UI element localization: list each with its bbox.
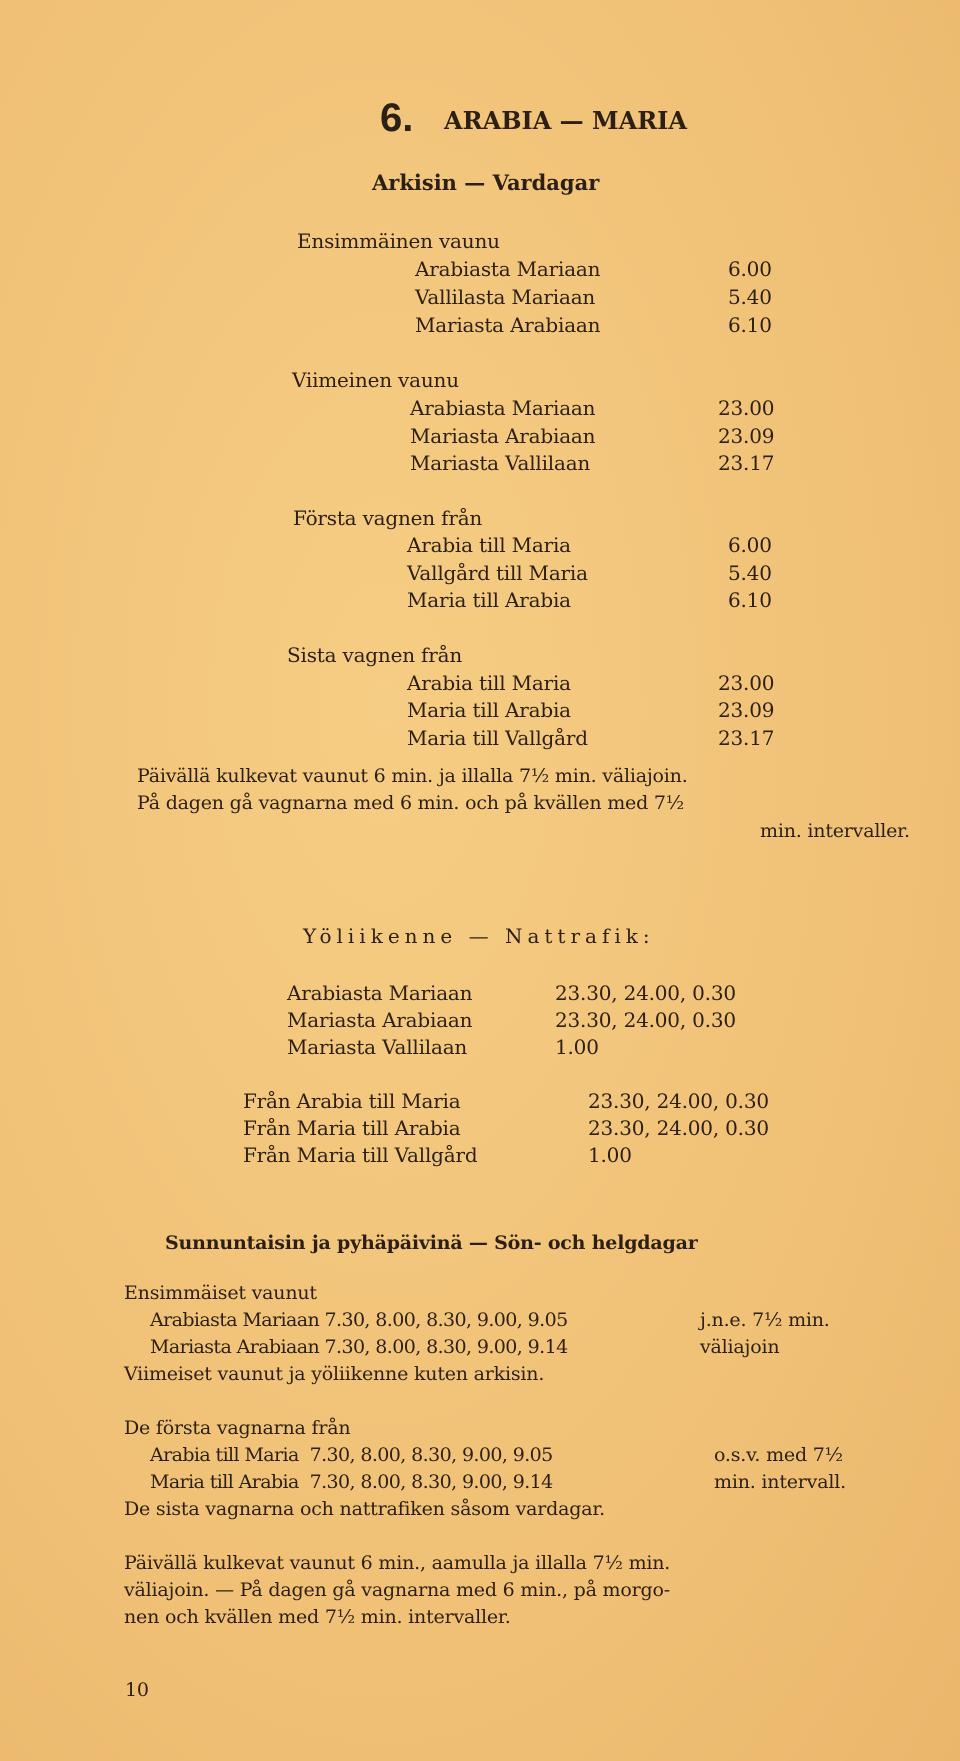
route: Mariasta Arabiaan (410, 424, 596, 448)
time: 5.40 (728, 285, 772, 309)
time: 23.30, 24.00, 0.30 (588, 1116, 769, 1140)
time: 23.30, 24.00, 0.30 (555, 981, 736, 1005)
page-number: 10 (125, 1679, 149, 1701)
sunday-line: Ensimmäiset vaunut (124, 1282, 317, 1304)
route: Arabia till Maria (407, 533, 571, 557)
sunday-line: Arabia till Maria 7.30, 8.00, 8.30, 9.00, 9.05 (150, 1444, 553, 1466)
time: 1.00 (555, 1035, 599, 1059)
time: 5.40 (728, 561, 772, 585)
time: 23.00 (718, 671, 775, 695)
time: 6.00 (728, 257, 772, 281)
route: Från Arabia till Maria (243, 1089, 461, 1113)
interval-note-fi: Päivällä kulkevat vaunut 6 min. ja illalla 7½ min. väliajoin. (137, 765, 688, 787)
route: Arabiasta Mariaan (287, 981, 473, 1005)
route: Vallilasta Mariaan (415, 285, 596, 309)
route: Arabiasta Mariaan (410, 396, 596, 420)
route: Mariasta Vallilaan (410, 451, 591, 475)
interval-note-sv: På dagen gå vagnarna med 6 min. och på kvällen med 7½ (137, 792, 684, 814)
time: 23.09 (718, 424, 775, 448)
route: Från Maria till Vallgård (243, 1143, 478, 1167)
route: Maria till Arabia (407, 698, 571, 722)
time: 23.17 (718, 726, 775, 750)
time: 23.09 (718, 698, 775, 722)
route: Vallgård till Maria (407, 561, 588, 585)
last-sv-label: Sista vagnen från (287, 643, 463, 667)
route: Mariasta Arabiaan (287, 1008, 473, 1032)
route: Maria till Arabia (407, 588, 571, 612)
sunday-line: Arabiasta Mariaan 7.30, 8.00, 8.30, 9.00, 9.05 (150, 1309, 568, 1331)
sunday-side-note: min. intervall. (714, 1471, 846, 1493)
time: 23.17 (718, 451, 775, 475)
sunday-side-note: j.n.e. 7½ min. (700, 1309, 830, 1331)
weekday-heading: Arkisin — Vardagar (372, 170, 600, 195)
sunday-line: väliajoin. — På dagen gå vagnarna med 6 min., på morgo- (124, 1579, 670, 1601)
time: 1.00 (588, 1143, 632, 1167)
route: Mariasta Vallilaan (287, 1035, 468, 1059)
route: Från Maria till Arabia (243, 1116, 461, 1140)
time: 6.00 (728, 533, 772, 557)
interval-note-sv-cont: min. intervaller. (760, 820, 910, 842)
first-sv-label: Första vagnen från (293, 506, 483, 530)
route: Mariasta Arabiaan (415, 313, 601, 337)
time: 23.00 (718, 396, 775, 420)
time: 6.10 (728, 588, 772, 612)
sunday-line: nen och kvällen med 7½ min. intervaller. (124, 1606, 511, 1628)
time: 23.30, 24.00, 0.30 (555, 1008, 736, 1032)
sunday-line: De sista vagnarna och nattrafiken såsom vardagar. (124, 1498, 605, 1520)
time: 23.30, 24.00, 0.30 (588, 1089, 769, 1113)
sunday-line: Päivällä kulkevat vaunut 6 min., aamulla ja illalla 7½ min. (124, 1552, 671, 1574)
last-fi-label: Viimeinen vaunu (292, 368, 459, 392)
route-title: ARABIA — MARIA (444, 106, 688, 135)
first-fi-label: Ensimmäinen vaunu (297, 229, 500, 253)
sunday-heading: Sunnuntaisin ja pyhäpäivinä — Sön- och helgdagar (165, 1232, 698, 1254)
night-heading: Yöliikenne — Nattrafik: (303, 924, 655, 948)
section-number: 6. (380, 96, 414, 140)
sunday-line: Viimeiset vaunut ja yöliikenne kuten arkisin. (124, 1363, 545, 1385)
route: Arabia till Maria (407, 671, 571, 695)
route: Maria till Vallgård (407, 726, 588, 750)
sunday-side-note: o.s.v. med 7½ (714, 1444, 843, 1466)
sunday-line: Maria till Arabia 7.30, 8.00, 8.30, 9.00, 9.14 (150, 1471, 553, 1493)
sunday-side-note: väliajoin (700, 1336, 780, 1358)
sunday-line: De första vagnarna från (124, 1417, 351, 1439)
time: 6.10 (728, 313, 772, 337)
route: Arabiasta Mariaan (415, 257, 601, 281)
sunday-line: Mariasta Arabiaan 7.30, 8.00, 8.30, 9.00, 9.14 (150, 1336, 568, 1358)
